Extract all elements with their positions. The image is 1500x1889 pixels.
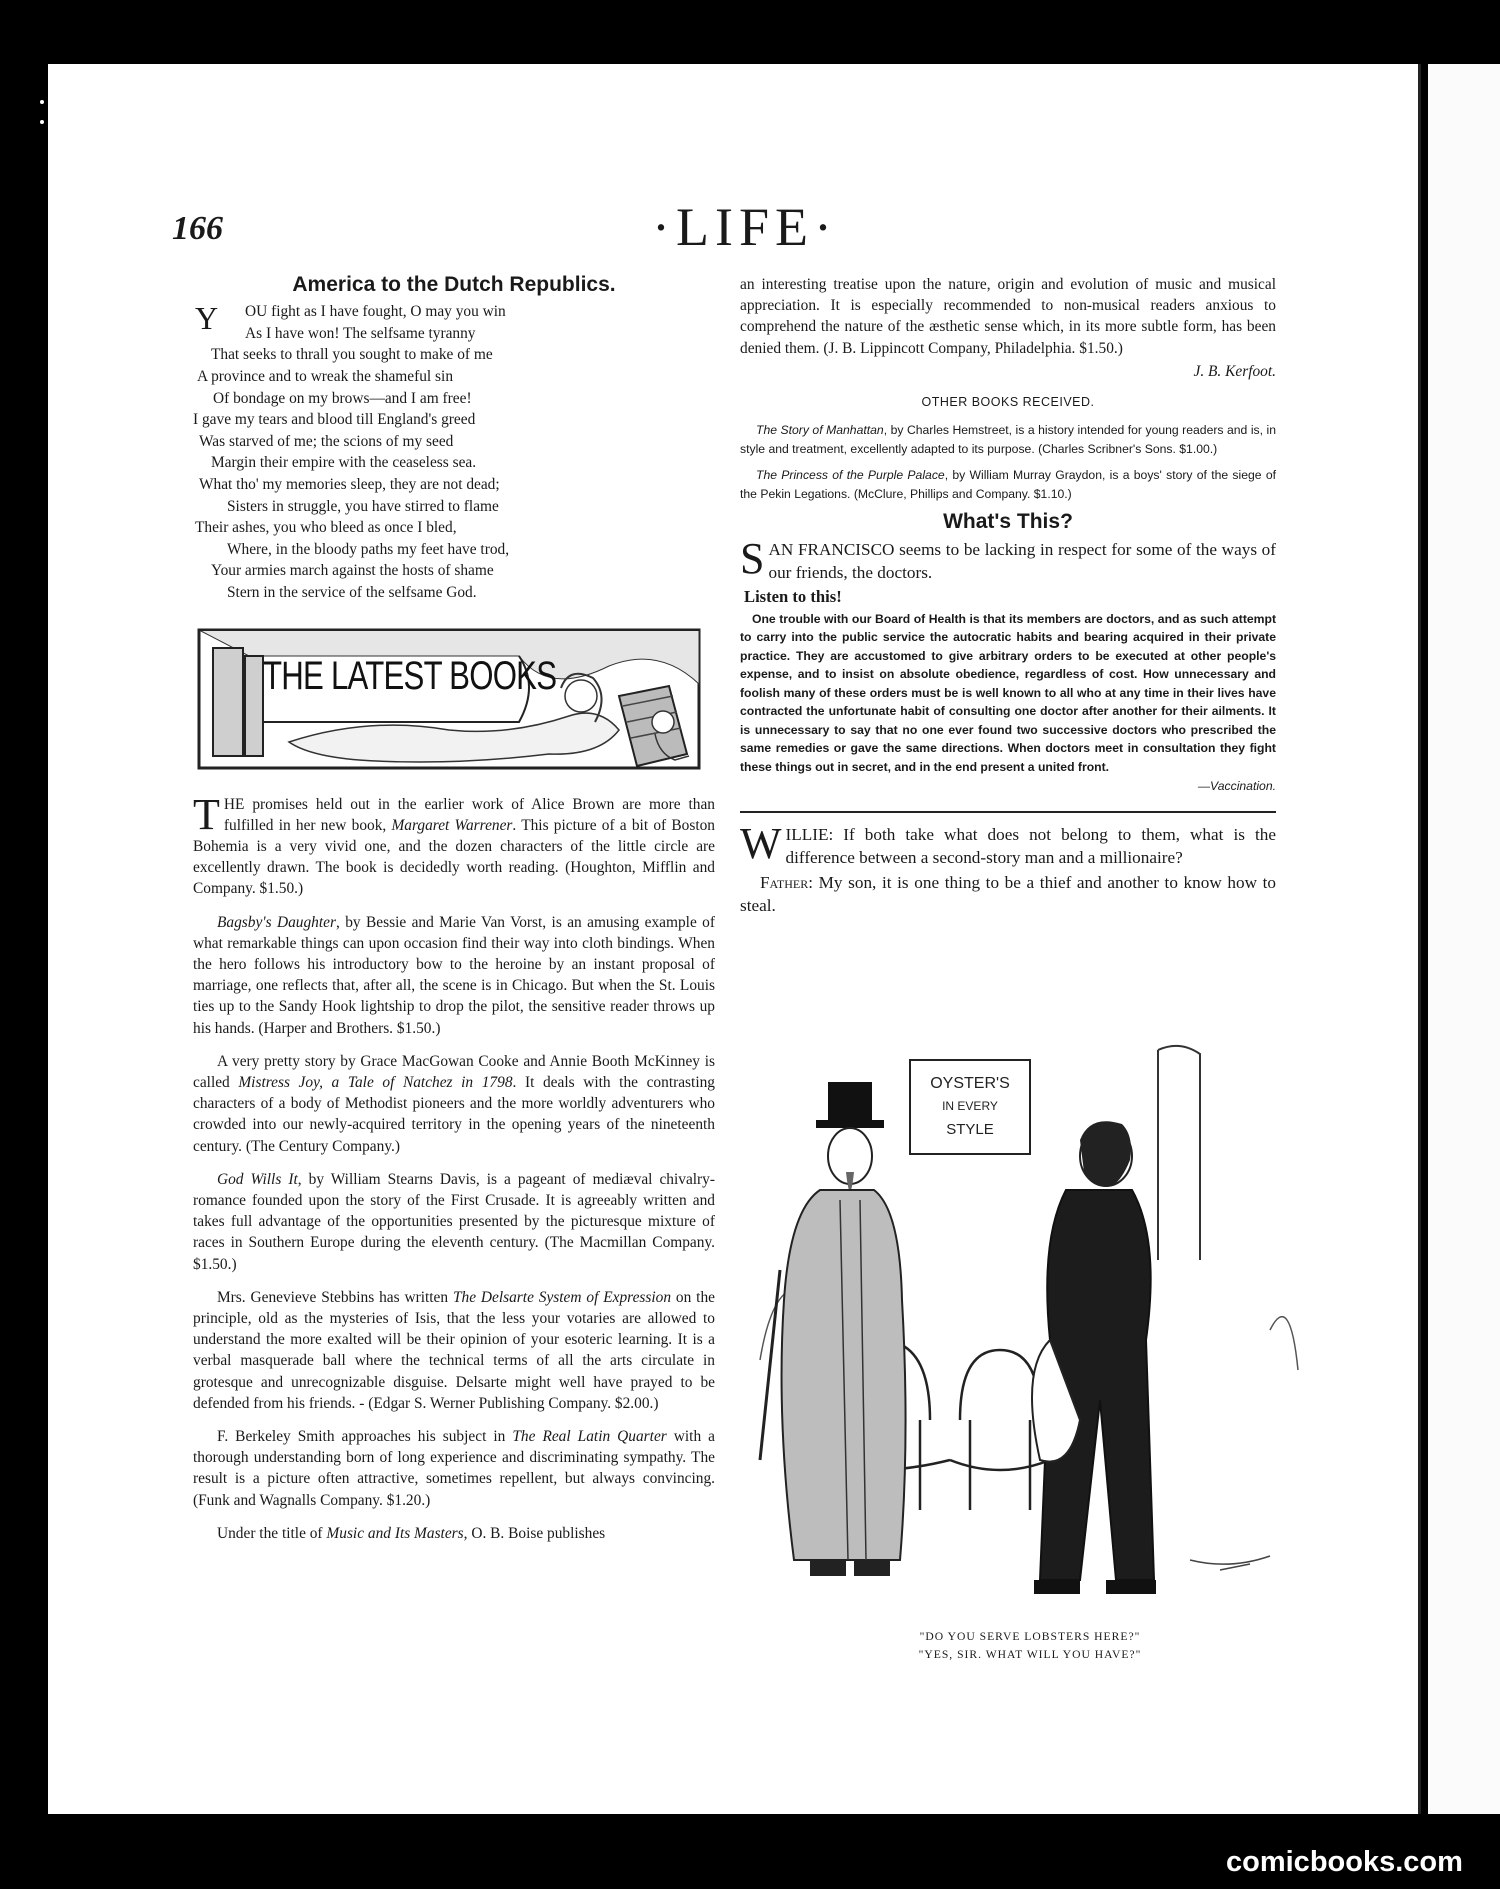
poem-line: Was starved of me; the scions of my seed <box>199 432 454 450</box>
facing-page-edge <box>1428 64 1500 1814</box>
willie-question <box>740 819 1276 869</box>
lead-text: AN FRANCISCO seems to be lacking in respect for some of the ways of our friends, the doctors. <box>768 540 1276 583</box>
book-note: , by William Murray Graydon, is a boys' story of the siege of the Pekin Legations. (McClure, Phillips and Company. $1.10.) <box>740 468 1277 501</box>
review-paragraph <box>193 1169 715 1275</box>
section-divider <box>740 811 1276 813</box>
willie-text: ILLIE: If both take what does not belong to them, what is the difference between a second-story man and a millionaire? <box>785 825 1276 868</box>
sign-line: STYLE <box>946 1121 994 1138</box>
review-paragraph <box>193 912 715 1039</box>
review-signature: J. B. Kerfoot. <box>1193 362 1276 380</box>
answer-text: : My son, it is one thing to be a thief and another to know how to steal. <box>740 873 1276 916</box>
review-text: on the principle, old as the mysteries of Isis, that the less your votaries are allowed to understand the more exalted will be their opinion of your esoteric learning. It is a verbal masquerade ball where the technical terms of all the arts circulate in grotesque and unrecognizable disguise. Delsarte might well have prayed to be defended from his friends. - (Edgar S. Werner Publishing Company. $2.00.) <box>193 1288 715 1412</box>
review-paragraph <box>193 1287 715 1414</box>
poem <box>193 301 715 603</box>
review-text: . It deals with the contrasting characters of a body of Methodist pioneers and the more worldly adventurers who crowded into our newly-acquired territory in the opening years of the nineteenth century. (The Century Company.) <box>193 1073 715 1155</box>
review-text: . This picture of a bit of Boston Bohemia is a very vivid one, and the dozen characters of the little circle are excellently drawn. The book is decidedly worth reading. (Houghton, Mifflin and Company. $1.50.) <box>193 816 715 898</box>
book-title: Music and Its Masters <box>326 1524 464 1542</box>
cartoon-caption <box>760 1628 1300 1664</box>
review-paragraph <box>193 1523 715 1544</box>
poem-line: A province and to wreak the shameful sin <box>197 367 454 385</box>
listen-line: Listen to this! <box>744 587 842 607</box>
book-title: The Story of Manhattan <box>756 423 884 438</box>
poem-line: As I have won! The selfsame tyranny <box>245 324 476 342</box>
cartoon-drawing <box>750 1040 1310 1620</box>
latest-books-banner <box>189 626 709 772</box>
scan-dot-mark <box>40 120 44 124</box>
poem-line: What tho' my memories sleep, they are not dead; <box>199 475 500 493</box>
review-text: HE promises held out in the earlier work of Alice Brown are more than fulfilled in her new book, <box>223 795 715 834</box>
poem-title: America to the Dutch Republics. <box>292 273 616 296</box>
other-book-entry <box>740 466 1276 503</box>
whats-this-lead <box>740 534 1276 584</box>
father-answer <box>740 871 1276 917</box>
sign-line: OYSTER'S <box>930 1075 1010 1092</box>
review-paragraph <box>193 1051 715 1157</box>
poem-dropcap: Y <box>195 300 219 337</box>
book-note: , by Charles Hemstreet, is a history intended for young readers and is, in style and treatment, excellently adapted to its purpose. (Charles Scribner's Sons. $1.00.) <box>740 423 1276 456</box>
site-watermark: comicbooks.com <box>1226 1846 1463 1878</box>
book-title: Margaret Warrener <box>391 816 513 834</box>
book-title: Mistress Joy, a Tale of Natchez in 1798 <box>238 1073 513 1091</box>
caption-line: "DO YOU SERVE LOBSTERS HERE?" <box>919 1630 1141 1643</box>
poem-line: I gave my tears and blood till England's greed <box>193 411 476 429</box>
poem-line-text: OU fight as I have fought, O may you win <box>245 303 506 321</box>
review-text: Under the title of <box>217 1524 327 1542</box>
review-text: , by William Stearns Davis, is a pageant of mediæval chivalry-romance founded upon the story of the First Crusade. It is agreeably written and takes full advantage of the opportunities presented by the picturesque mixture of races in Southern Europe during the eleventh century. (The Macmillan Company. $1.50.) <box>193 1170 716 1273</box>
right-column <box>740 274 1276 917</box>
review-paragraph <box>193 789 715 900</box>
poem-line: Their ashes, you who bleed as once I bled, <box>195 519 457 537</box>
masthead-life: ·LIFE· <box>652 197 838 257</box>
review-text: F. Berkeley Smith approaches his subject in <box>217 1428 513 1445</box>
review-paragraph <box>193 1426 715 1511</box>
other-book-entry <box>740 421 1276 458</box>
book-title: The Delsarte System of Expression <box>452 1288 672 1306</box>
poem-line: Stern in the service of the selfsame God. <box>227 583 477 601</box>
quote-source: —Vaccination. <box>1197 779 1276 794</box>
whats-this-heading: What's This? <box>943 510 1073 534</box>
review-text: , O. B. Boise publishes <box>463 1524 606 1542</box>
review-text: , by Bessie and Marie Van Vorst, is an amusing example of what remarkable things can upon occasion find their way into cloth bindings. When the hero follows his introductory bow to the heroine by an instant proposal of marriage, one reflects that, after all, the scene is in Chicago. But when the St. Louis ties up to the Sandy Hook lightship to drop the pilot, the sensitive reader throws up his hands. (Harper and Brothers. $1.50.) <box>193 913 715 1037</box>
book-title: God Wills It <box>217 1170 298 1188</box>
banner-illustration <box>189 626 709 772</box>
quoted-passage: One trouble with our Board of Health is that its members are doctors, and as such attempt to carry into the public service the autocratic habits and bearing acquired in their private practice. They are accustomed to give arbitrary orders to be executed at other people's expense, and to insist on absolute obedience, regardless of cost. How unnecessary and foolish many of these orders must be is well known to all who at any time in their lives have contracted the unfortunate habit of consulting one doctor after another for their ailments. It is unnecessary to say that no one ever found two successive doctors who prescribed the same remedies or gave the same directions. When doctors meet in consultation they fight these things out in secret, and in the end present a united front. <box>740 611 1276 774</box>
book-title: The Real Latin Quarter <box>512 1428 667 1445</box>
left-column <box>193 274 715 1556</box>
review-text: with a thorough understanding born of long experience and discriminating sympathy. The result is a picture often attractive, sometimes repellent, but always convincing. (Funk and Wagnalls Company. $1.20.) <box>193 1428 716 1509</box>
speaker-label: Father <box>760 873 809 893</box>
page-number: 166 <box>172 210 223 247</box>
whats-this-dropcap: S <box>740 534 765 584</box>
poem-line: Where, in the bloody paths my feet have trod, <box>227 540 510 558</box>
poem-line: Margin their empire with the ceaseless sea. <box>211 454 477 472</box>
review-text: Mrs. Genevieve Stebbins has written <box>217 1288 453 1306</box>
caption-line: "YES, SIR. WHAT WILL YOU HAVE?" <box>918 1648 1142 1661</box>
review-continuation: an interesting treatise upon the nature, origin and evolution of music and musical appreciation. It is especially recommended to non-musical readers anxious to comprehend the nature of the æsthetic sense which, in its more subtle form, has been denied them. (J. B. Lippincott Company, Philadelphia. $1.50.) <box>740 276 1276 357</box>
cartoon-illustration <box>750 1040 1310 1620</box>
review-text: A very pretty story by Grace MacGowan Cooke and Annie Booth McKinney is called <box>193 1052 715 1091</box>
review-dropcap: T <box>193 789 220 839</box>
poem-line: Sisters in struggle, you have stirred to flame <box>227 497 499 515</box>
poem-line: Your armies march against the hosts of shame <box>211 562 494 580</box>
scan-dot-mark <box>40 100 44 104</box>
poem-line: That seeks to thrall you sought to make of me <box>211 346 493 364</box>
book-title: The Princess of the Purple Palace <box>756 468 945 483</box>
willie-dropcap: W <box>740 819 782 869</box>
page-gutter <box>1418 64 1421 1814</box>
other-books-heading: OTHER BOOKS RECEIVED. <box>921 395 1095 410</box>
book-title: Bagsby's Daughter <box>217 913 336 931</box>
sign-line: IN EVERY <box>942 1099 998 1113</box>
poem-line: Of bondage on my brows—and I am free! <box>213 389 472 407</box>
banner-label: THE LATEST BOOKS <box>263 653 557 698</box>
